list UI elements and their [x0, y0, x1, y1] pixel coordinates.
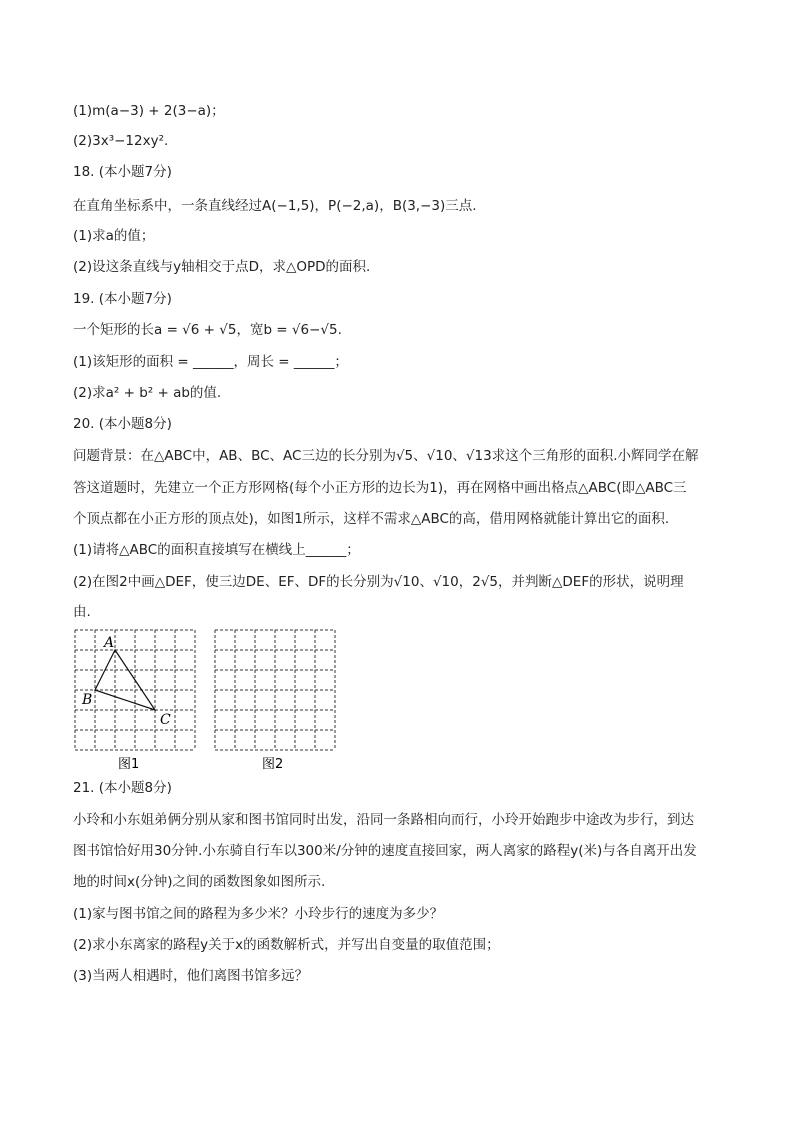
q21-part1: (1)家与图书馆之间的路程为多少米？小玲步行的速度为多少？ [73, 906, 444, 922]
q21-stem-line1: 小玲和小东姐弟俩分别从家和图书馆同时出发，沿同一条路相向而行，小玲开始跑步中途改为步行，到达 [73, 812, 694, 828]
q19-part2: (2)求a² + b² + ab的值. [73, 385, 222, 401]
grid-figures [70, 626, 350, 776]
fig1-caption: 图1 [118, 757, 140, 772]
q21-stem-line2: 图书馆恰好用30分钟.小东骑自行车以300米/分钟的速度直接回家，两人离家的路程y(米)与各自离开出发 [73, 843, 697, 859]
q20-part2-line1: (2)在图2中画△DEF，使三边DE、EF、DF的长分别为√10、√10，2√5，并判断△DEF的形状，说明理 [73, 574, 684, 590]
q20-stem-line1: 问题背景：在△ABC中，AB、BC、AC三边的长分别为√5、√10、√13求这个三角形的面积.小辉同学在解 [73, 448, 699, 464]
fig1-grid [75, 630, 195, 750]
q20-stem-line3: 个顶点都在小正方形的顶点处)，如图1所示，这样不需求△ABC的高，借用网格就能计算出它的面积. [73, 511, 670, 527]
q18-stem: 在直角坐标系中，一条直线经过A(−1,5)，P(−2,a)，B(3,−3)三点. [73, 198, 477, 214]
q20-part2-line2: 由. [73, 604, 91, 620]
q21-part2: (2)求小东离家的路程y关于x的函数解析式，并写出自变量的取值范围； [73, 937, 500, 953]
triangle-abc [95, 650, 155, 710]
fig2-caption: 图2 [262, 757, 284, 772]
q19-header: 19. (本小题7分) [73, 291, 172, 307]
q17-part2: (2)3x³−12xy². [73, 133, 169, 149]
q18-header: 18. (本小题7分) [73, 164, 172, 180]
q19-stem: 一个矩形的长a = √6 + √5，宽b = √6−√5. [73, 322, 342, 338]
fig2-grid [215, 630, 335, 750]
q17-part1: (1)m(a−3) + 2(3−a)； [73, 103, 225, 119]
label-c: C [160, 712, 171, 728]
q18-part1: (1)求a的值； [73, 228, 155, 244]
grid-figures-svg [70, 626, 350, 776]
q20-part1: (1)请将△ABC的面积直接填写在横线上______； [73, 542, 360, 558]
q20-header: 20. (本小题8分) [73, 416, 172, 432]
q21-part3: (3)当两人相遇时，他们离图书馆多远？ [73, 968, 309, 984]
q19-part1: (1)该矩形的面积 = ______，周长 = ______； [73, 354, 348, 370]
q20-stem-line2: 答这道题时，先建立一个正方形网格(每个小正方形的边长为1)，再在网格中画出格点△ABC(即△ABC三 [73, 480, 687, 496]
q21-header: 21. (本小题8分) [73, 780, 172, 796]
q18-part2: (2)设这条直线与y轴相交于点D，求△OPD的面积. [73, 259, 371, 275]
q21-stem-line3: 地的时间x(分钟)之间的函数图象如图所示. [73, 874, 326, 890]
label-b: B [82, 692, 93, 708]
label-a: A [104, 635, 115, 651]
